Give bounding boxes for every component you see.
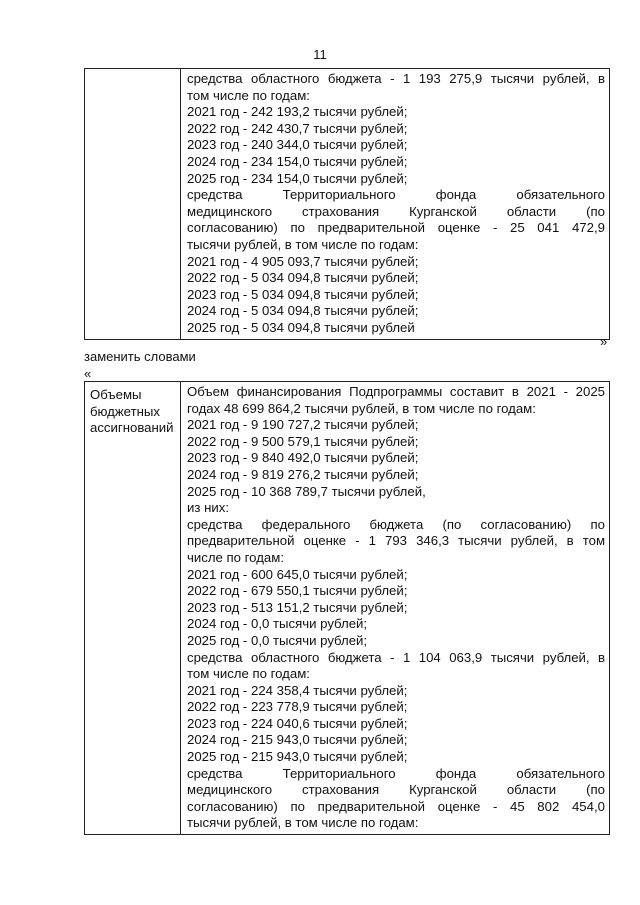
text-line: 2024 год - 215 943,0 тысячи рублей; [187,732,408,748]
text-line: 2024 год - 9 819 276,2 тысячи рублей; [187,466,419,482]
text-line: 2022 год - 5 034 094,8 тысячи рублей; [187,270,419,286]
text-line: 2023 год - 513 151,2 тысячи рублей; [187,599,408,615]
text-line: 2024 год - 234 154,0 тысячи рублей; [187,153,408,169]
label-line: Объемы [90,387,142,402]
content-cell [181,69,610,340]
text-line: 2021 год - 242 193,2 тысячи рублей; [187,104,408,120]
text-line: 2022 год - 242 430,7 тысячи рублей; [187,120,408,136]
label-line: ассигнований [90,420,174,435]
text-line: 2025 год - 10 368 789,7 тысячи рублей, [187,483,426,499]
text-line: 2023 год - 224 040,6 тысячи рублей; [187,715,408,731]
text-line: согласованию) по предварительной оценке - 25 041 472,9 [187,220,605,236]
funding-table-new [84,381,610,835]
text-line: тысячи рублей, в том числе по годам: [187,815,419,831]
text-line: 2025 год - 234 154,0 тысячи рублей; [187,170,408,186]
text-line: 2025 год - 5 034 094,8 тысячи рублей [187,319,415,335]
label-line: бюджетных [90,403,160,419]
text-line: 2024 год - 5 034 094,8 тысячи рублей; [187,303,419,319]
text-line: предварительной оценке - 1 793 346,3 тысячи рублей, в том [187,533,605,549]
label-text-block [90,387,176,437]
text-line: 2022 год - 9 500 579,1 тысячи рублей; [187,433,419,449]
text-line: из них: [187,500,229,516]
text-line: годах 48 699 864,2 тысячи рублей, в том числе по годам: [187,400,536,416]
text-line: средства областного бюджета - 1 104 063,9 тысячи рублей, в [187,649,605,665]
table-row [85,382,610,835]
text-line: медицинского страхования Курганской области (по [187,782,605,798]
text-line: средства областного бюджета - 1 193 275,9 тысячи рублей, в [187,71,605,86]
closing-quote: » [600,334,608,349]
text-line: тысячи рублей, в том числе по годам: [187,236,419,252]
text-line: 2025 год - 215 943,0 тысячи рублей; [187,749,408,765]
text-block [187,71,605,337]
replace-with-words-text: заменить словами [84,349,196,364]
funding-table-previous [84,68,610,340]
text-line: 2022 год - 679 550,1 тысячи рублей; [187,583,408,599]
opening-quote: « [84,366,92,381]
text-line: 2021 год - 4 905 093,7 тысячи рублей; [187,253,419,269]
text-line: 2023 год - 240 344,0 тысячи рублей; [187,137,408,153]
text-block [187,384,605,832]
table-row [85,69,610,340]
text-line: числе по годам: [187,549,284,565]
text-line: 2021 год - 600 645,0 тысячи рублей; [187,566,408,582]
page-number: 11 [313,47,327,62]
text-line: 2022 год - 223 778,9 тысячи рублей; [187,699,408,715]
label-cell-empty [85,69,181,340]
text-line: 2025 год - 0,0 тысячи рублей; [187,632,368,648]
text-line: 2024 год - 0,0 тысячи рублей; [187,616,368,632]
text-line: 2021 год - 9 190 727,2 тысячи рублей; [187,417,419,433]
text-line: согласованию) по предварительной оценке - 45 802 454,0 [187,798,605,814]
text-line: средства федерального бюджета (по согласованию) по [187,516,605,532]
budget-allocations-label-cell [85,382,181,835]
text-line: том числе по годам: [187,87,310,103]
text-line: 2021 год - 224 358,4 тысячи рублей; [187,682,408,698]
text-line: том числе по годам: [187,666,310,682]
text-line: Объем финансирования Подпрограммы составит в 2021 - 2025 [187,384,605,399]
text-line: медицинского страхования Курганской области (по [187,203,605,219]
text-line: 2023 год - 5 034 094,8 тысячи рублей; [187,286,419,302]
content-cell [181,382,610,835]
text-line: средства Территориального фонда обязательного [187,187,605,203]
text-line: средства Территориального фонда обязательного [187,765,605,781]
text-line: 2023 год - 9 840 492,0 тысячи рублей; [187,450,419,466]
